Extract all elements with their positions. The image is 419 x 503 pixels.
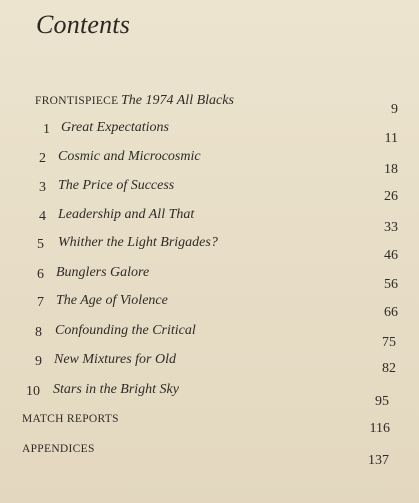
- toc-entry-chapter-7: [0, 292, 419, 320]
- toc-entry-chapter-3: [0, 177, 419, 204]
- page-number: 33: [384, 220, 398, 235]
- chapter-number: 2: [39, 151, 46, 166]
- section-label: APPENDICES: [22, 443, 95, 455]
- toc-entry-appendices: [0, 440, 419, 468]
- chapter-title: Whither the Light Brigades?: [58, 235, 218, 250]
- chapter-number: 4: [39, 209, 46, 224]
- frontispiece-title: The 1974 All Blacks: [121, 93, 234, 108]
- page-number: 46: [384, 248, 398, 263]
- toc-entry-chapter-1: [0, 119, 419, 146]
- toc-entry-chapter-10: [0, 381, 419, 409]
- page-number: 11: [384, 131, 398, 146]
- toc-entry-chapter-8: [0, 322, 419, 350]
- chapter-number: 3: [39, 180, 46, 195]
- frontispiece-label: FRONTISPIECE: [35, 95, 119, 107]
- chapter-title: Leadership and All That: [58, 207, 195, 222]
- chapter-number: 1: [43, 122, 50, 137]
- page-number: 18: [384, 162, 398, 177]
- chapter-title: Stars in the Bright Sky: [53, 382, 179, 397]
- chapter-number: 9: [35, 354, 42, 369]
- section-label: MATCH REPORTS: [22, 413, 119, 425]
- chapter-number: 5: [37, 237, 44, 252]
- toc-entry-match-reports: [0, 410, 419, 436]
- page-number: 95: [375, 394, 389, 409]
- page-number: 26: [384, 189, 398, 204]
- toc-entry-chapter-6: [0, 264, 419, 292]
- chapter-title: The Age of Violence: [56, 293, 168, 308]
- page-number: 9: [391, 102, 398, 117]
- page-number: 66: [384, 305, 398, 320]
- chapter-title: New Mixtures for Old: [54, 352, 176, 367]
- toc-entry-chapter-2: [0, 148, 419, 177]
- chapter-title: Bunglers Galore: [56, 265, 150, 280]
- chapter-number: 6: [37, 267, 44, 282]
- chapter-title: The Price of Success: [58, 178, 175, 193]
- page-number: 116: [369, 421, 390, 436]
- page-number: 75: [382, 335, 396, 350]
- chapter-number: 10: [26, 384, 40, 399]
- toc-entry-chapter-5: [0, 234, 419, 263]
- contents-heading: Contents: [36, 10, 131, 39]
- page-number: 82: [382, 361, 396, 376]
- chapter-title: Cosmic and Microcosmic: [58, 149, 201, 164]
- toc-entry-chapter-9: [0, 351, 419, 376]
- chapter-title: Great Expectations: [61, 120, 169, 135]
- page-number: 137: [368, 453, 389, 468]
- chapter-title: Confounding the Critical: [55, 323, 196, 338]
- chapter-number: 8: [35, 325, 42, 340]
- toc-entry-chapter-4: [0, 206, 419, 235]
- toc-entry-frontispiece: [0, 92, 419, 117]
- page-number: 56: [384, 277, 398, 292]
- chapter-number: 7: [37, 295, 44, 310]
